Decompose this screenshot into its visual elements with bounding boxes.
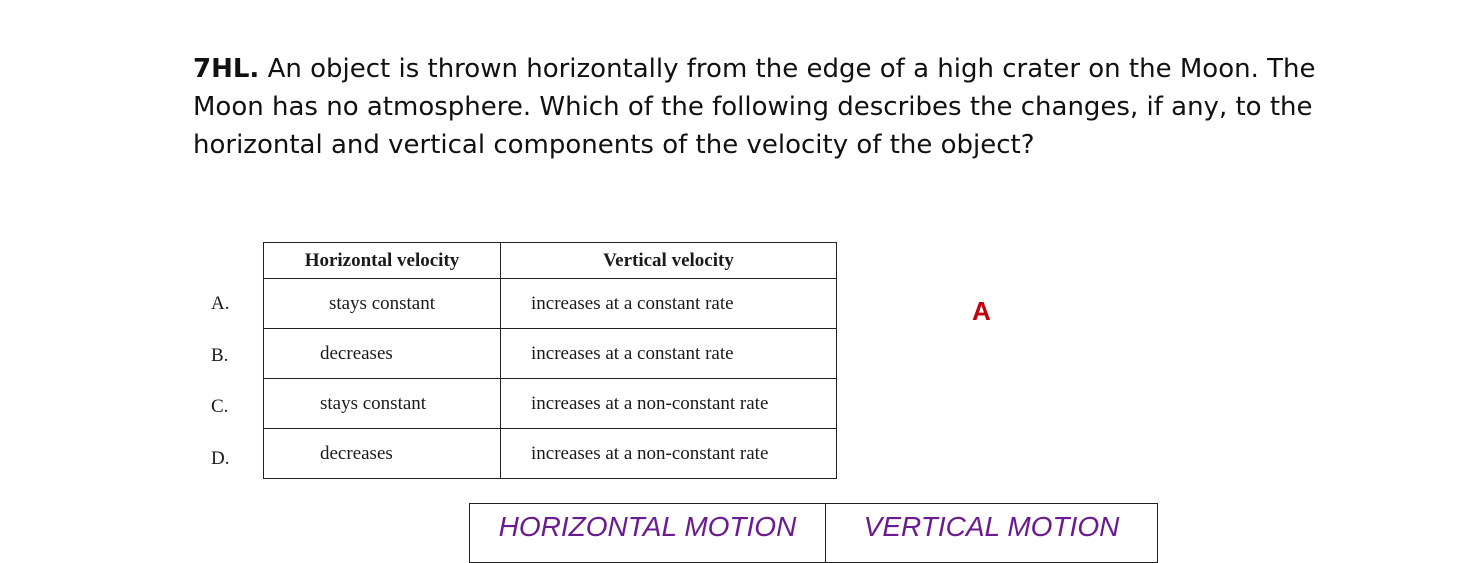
motion-table — [469, 503, 1158, 563]
choice-letter-b: B. — [211, 344, 229, 366]
choice-letters — [211, 278, 229, 484]
cell-vertical: increases at a non-constant rate — [501, 429, 837, 479]
cell-horizontal: stays constant — [264, 279, 501, 329]
header-horizontal-velocity: Horizontal velocity — [264, 243, 501, 279]
question-number: 7HL. — [193, 54, 260, 84]
table-row — [264, 429, 837, 479]
question-body: An object is thrown horizontally from the edge of a high crater on the Moon. The Moon has no atmosphere. Which of the following describes the changes, if any, to the horizontal and vertical components of the velocity of the object? — [193, 54, 1316, 160]
cell-vertical: increases at a constant rate — [501, 329, 837, 379]
header-horizontal-motion: HORIZONTAL MOTION — [470, 504, 826, 562]
choices-header-row — [264, 243, 837, 279]
cell-vertical: increases at a non-constant rate — [501, 379, 837, 429]
table-row — [264, 329, 837, 379]
question-text — [193, 50, 1343, 164]
choices-table — [263, 242, 837, 479]
choice-letter-c: C. — [211, 396, 229, 417]
cell-horizontal: stays constant — [264, 379, 501, 429]
header-vertical-motion: VERTICAL MOTION — [863, 511, 1120, 542]
choice-letter-a: A. — [211, 293, 230, 314]
table-row — [264, 379, 837, 429]
cell-horizontal: decreases — [264, 329, 501, 379]
table-row — [264, 279, 837, 329]
answer-label: A — [972, 296, 991, 326]
cell-vertical: increases at a constant rate — [501, 279, 837, 329]
choice-letter-d: D. — [211, 447, 230, 469]
header-vertical-velocity: Vertical velocity — [501, 243, 837, 279]
cell-horizontal: decreases — [264, 429, 501, 479]
